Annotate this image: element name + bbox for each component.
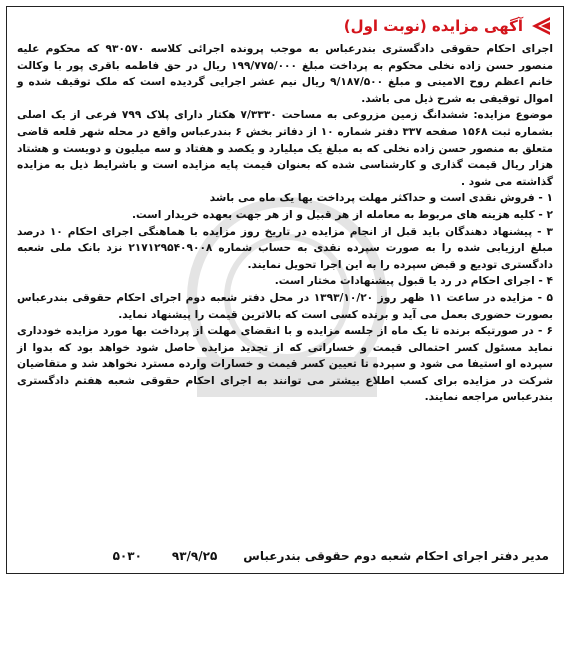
notice-code: ۵۰۳۰ (112, 549, 142, 563)
subject-paragraph: موضوع مزایده: ششدانگ زمین مزروعی به مساحت ۷/۳۳۳۰ هکتار دارای پلاک ۷۹۹ فرعی از یک اصلی بشماره ثبت ۱۵۶۸ صفحه ۳۳۷ دفتر شماره ۱۰ از دفاتر بخش ۶ بندرعباس واقع در محله شهر قلعه قاضی متعلق به منصور حسن زاده نخلی که به مبلغ یک میلیارد و یکصد و هفتاد و سه میلیون و دویست و هشتاد هزار ریال قیمت گذاری و کارشناسی شده که بعنوان قیمت پایه مزایده است و باشرایط ذیل به مزایده گذاشته می شود . (17, 109, 553, 188)
condition-item-4: ۴ - اجرای احکام در رد یا قبول پیشنهادات مختار است. (274, 275, 553, 288)
title-arrow-icon (527, 15, 555, 37)
auction-notice (6, 6, 564, 574)
notice-title: آگهی مزایده (نوبت اول) (343, 17, 523, 35)
condition-item-2: ۲ - کلیه هزینه های مربوط به معامله از هر قبیل و از هر جهت بعهده خریدار است. (132, 208, 553, 221)
notice-header (15, 13, 555, 39)
signature-office: مدیر دفتر اجرای احکام شعبه دوم حقوقی بندرعباس (243, 549, 549, 563)
signature-line (21, 549, 549, 563)
notice-body (17, 41, 553, 406)
signature-date: ۹۳/۹/۲۵ (171, 549, 218, 563)
condition-item-5: ۵ - مزایده در ساعت ۱۱ ظهر روز ۱۳۹۳/۱۰/۲۰ در محل دفتر شعبه دوم اجرای احکام حقوقی بندرعباس بصورت حضوری بعمل می آید و برنده کسی است که بالاترین قیمت را پیشنهاد نماید. (17, 291, 553, 321)
condition-item-6: ۶ - در صورتیکه برنده تا یک ماه از جلسه مزایده و با انقضای مهلت از پرداخت بها مورد مزایده خودداری نماید مسئول کسر احتمالی قیمت و خساراتی که از تجدید مزایده حاصل شود خواهد بود که بدوا از سپرده او استیفا می شود و سپرده تا تعیین کسر قیمت و خسارات وارده مسترد نخواهد شد و متقاضیان شرکت در مزایده برای کسب اطلاع بیشتر می توانند به اجرای احکام حقوقی شعبه هفتم دادگستری بندرعباس مراجعه نمایند. (17, 325, 553, 404)
intro-paragraph: اجرای احکام حقوقی دادگستری بندرعباس به موجب پرونده اجرائی کلاسه ۹۳۰۵۷۰ که محکوم علیه منصور حسن زاده نخلی محکوم به پرداخت مبلغ ۱۹۹/۷۷۵/۰۰۰ ریال در حق فاطمه باقری پور با وکالت خانم اعظم روح الامینی و مبلغ ۹/۱۸۷/۵۰۰ ریال نیم عشر اجرایی گردیده است که ملک توقیف شده و اموال توقیفی به شرح ذیل می باشد. (17, 43, 554, 105)
condition-item-1: ۱ - فروش نقدی است و حداکثر مهلت پرداخت بها یک ماه می باشد (209, 192, 553, 205)
condition-item-3: ۳ - پیشنهاد دهندگان باید قبل از انجام مزایده در تاریخ روز مزایده با هماهنگی اجرای احکام ۱۰ درصد مبلغ ارزیابی شده را به صورت سپرده نقدی به حساب شماره ۲۱۷۱۲۹۵۴۰۹۰۰۸ نزد بانک ملی شعبه دادگستری تودیع و قبض سپرده را به این اجرا تحویل نمایند. (17, 225, 553, 271)
